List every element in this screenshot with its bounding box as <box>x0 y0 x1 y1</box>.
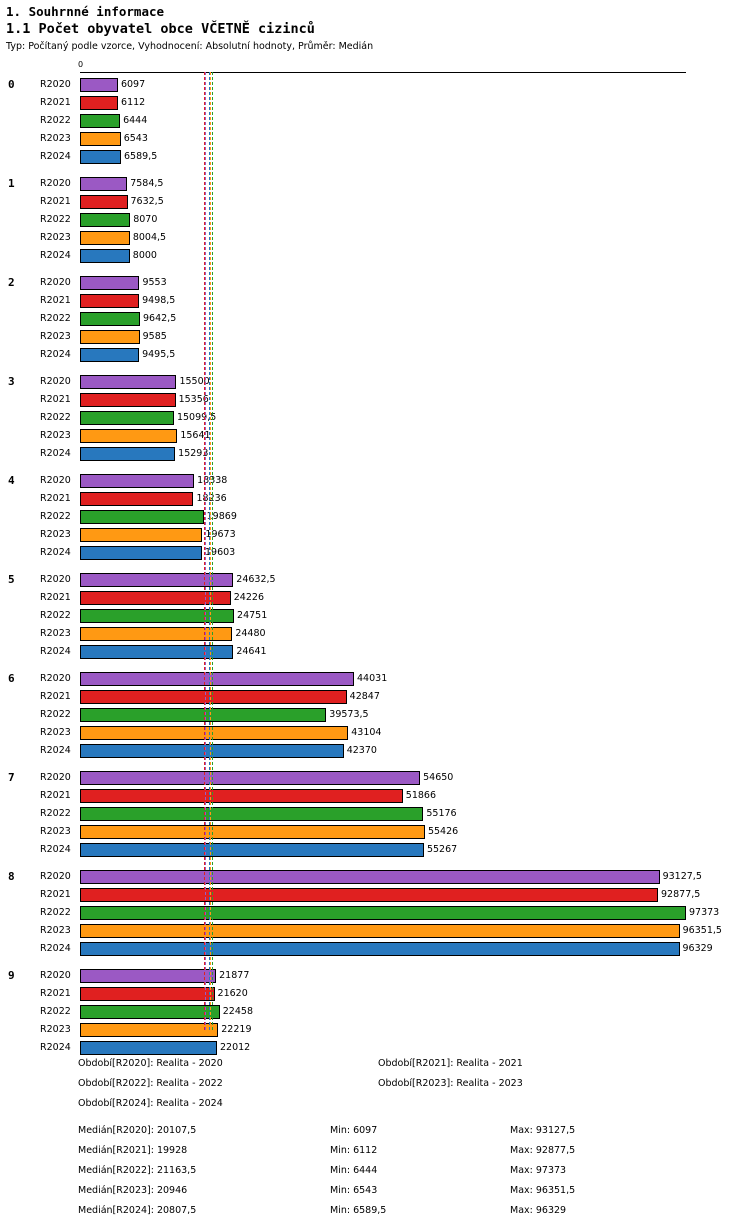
group-index-label: 6 <box>8 672 15 685</box>
series-label: R2023 <box>40 529 71 540</box>
bar <box>80 969 216 983</box>
bar-value-label: 43104 <box>351 727 382 738</box>
chart-group <box>0 76 750 166</box>
series-label: R2024 <box>40 448 71 459</box>
series-label: R2024 <box>40 250 71 261</box>
bar <box>80 528 202 542</box>
median-line <box>210 72 211 1030</box>
bar <box>80 429 177 443</box>
median-line <box>204 72 205 1030</box>
series-label: R2023 <box>40 925 71 936</box>
bar-value-label: 15099,5 <box>176 412 217 423</box>
bar-value-label: 15500 <box>179 376 210 387</box>
bar-value-label: 8070 <box>133 214 158 225</box>
chart-row <box>0 1039 750 1057</box>
bar-value-label: 15356 <box>178 394 209 405</box>
bar <box>80 276 139 290</box>
series-label: R2024 <box>40 151 71 162</box>
series-label: R2021 <box>40 97 71 108</box>
chart-group <box>0 967 750 1057</box>
stats-median: Medián[R2020]: 20107,5 <box>78 1125 197 1136</box>
bar-value-label: 42847 <box>349 691 380 702</box>
bar <box>80 924 680 938</box>
chart-row <box>0 643 750 661</box>
bar <box>80 942 680 956</box>
bar <box>80 672 354 686</box>
chart-row <box>0 526 750 544</box>
series-label: R2022 <box>40 214 71 225</box>
bar <box>80 870 660 884</box>
stats-max: Max: 96351,5 <box>510 1185 576 1196</box>
series-label: R2023 <box>40 727 71 738</box>
stats-min: Min: 6543 <box>330 1185 378 1196</box>
chart-row <box>0 445 750 463</box>
bar-value-label: 39573,5 <box>329 709 369 720</box>
bar-value-label: 9585 <box>142 331 167 342</box>
bar <box>80 1041 217 1055</box>
chart-row <box>0 409 750 427</box>
chart-row <box>0 1021 750 1039</box>
stats-max: Max: 92877,5 <box>510 1145 576 1156</box>
bar-value-label: 51866 <box>405 790 437 801</box>
stats-median: Medián[R2023]: 20946 <box>78 1185 188 1196</box>
series-label: R2023 <box>40 133 71 144</box>
series-label: R2022 <box>40 115 71 126</box>
chart-row <box>0 967 750 985</box>
bar <box>80 474 194 488</box>
legend-entry: Období[R2023]: Realita - 2023 <box>378 1078 523 1089</box>
group-index-label: 5 <box>8 573 15 586</box>
chart-row <box>0 607 750 625</box>
group-index-label: 1 <box>8 177 15 190</box>
chart-row <box>0 310 750 328</box>
bar-value-label: 22219 <box>221 1024 252 1035</box>
series-label: R2020 <box>40 772 71 783</box>
chart-row <box>0 175 750 193</box>
bar-value-label: 6543 <box>123 133 148 144</box>
bar-value-label: 19603 <box>204 547 236 558</box>
stats-median: Medián[R2021]: 19928 <box>78 1145 188 1156</box>
chart-row <box>0 94 750 112</box>
bar-value-label: 55176 <box>426 808 457 819</box>
bar-value-label: 21877 <box>219 970 250 981</box>
chart-row <box>0 112 750 130</box>
chart-group <box>0 373 750 463</box>
chart-row <box>0 427 750 445</box>
chart-row <box>0 292 750 310</box>
bar-chart <box>0 60 750 1053</box>
chart-row <box>0 688 750 706</box>
bar-value-label: 19869 <box>206 511 237 522</box>
bar <box>80 177 127 191</box>
series-label: R2022 <box>40 1006 71 1017</box>
bar-value-label: 7632,5 <box>130 196 164 207</box>
stats-median: Medián[R2024]: 20807,5 <box>78 1205 197 1216</box>
bar-value-label: 7584,5 <box>130 178 164 189</box>
series-label: R2020 <box>40 673 71 684</box>
bar-value-label: 54650 <box>423 772 454 783</box>
chart-row <box>0 229 750 247</box>
bar-value-label: 6112 <box>121 97 146 108</box>
stats-row <box>0 1145 750 1165</box>
chart-row <box>0 130 750 148</box>
chart-group <box>0 175 750 265</box>
series-label: R2022 <box>40 412 71 423</box>
bar <box>80 375 176 389</box>
group-index-label: 3 <box>8 375 15 388</box>
series-label: R2022 <box>40 907 71 918</box>
series-label: R2020 <box>40 178 71 189</box>
bar-value-label: 18236 <box>196 493 227 504</box>
bar-value-label: 15293 <box>178 448 209 459</box>
chart-row <box>0 346 750 364</box>
series-label: R2021 <box>40 196 71 207</box>
chart-row <box>0 823 750 841</box>
series-label: R2024 <box>40 349 71 360</box>
series-label: R2024 <box>40 646 71 657</box>
bar-value-label: 6444 <box>123 115 148 126</box>
chart-subtitle: Typ: Počítaný podle vzorce, Vyhodnocení: Absolutní hodnoty, Průměr: Medián <box>6 41 374 52</box>
legend-entry: Období[R2024]: Realita - 2024 <box>78 1098 223 1109</box>
chart-row <box>0 373 750 391</box>
series-label: R2021 <box>40 493 71 504</box>
bar-value-label: 6589,5 <box>124 151 158 162</box>
series-label: R2020 <box>40 79 71 90</box>
chart-row <box>0 571 750 589</box>
chart-row <box>0 274 750 292</box>
bar <box>80 690 347 704</box>
bar <box>80 312 140 326</box>
chart-group <box>0 670 750 760</box>
series-label: R2021 <box>40 889 71 900</box>
bar <box>80 492 193 506</box>
chart-row <box>0 742 750 760</box>
bar-value-label: 55426 <box>427 826 459 837</box>
chart-row <box>0 886 750 904</box>
chart-row <box>0 76 750 94</box>
chart-row <box>0 247 750 265</box>
series-label: R2024 <box>40 844 71 855</box>
chart-group <box>0 274 750 364</box>
bar-value-label: 8004,5 <box>132 232 167 243</box>
stats-row <box>0 1205 750 1225</box>
chart-row <box>0 787 750 805</box>
legend-row <box>0 1058 750 1078</box>
page-header <box>0 0 750 54</box>
bar-value-label: 24641 <box>236 646 267 657</box>
bar <box>80 987 215 1001</box>
stats-min: Min: 6589,5 <box>330 1205 387 1216</box>
bar <box>80 132 121 146</box>
stats-max: Max: 97373 <box>510 1165 567 1176</box>
group-index-label: 4 <box>8 474 15 487</box>
series-label: R2021 <box>40 988 71 999</box>
series-label: R2020 <box>40 376 71 387</box>
stats-min: Min: 6112 <box>330 1145 378 1156</box>
bar <box>80 510 204 524</box>
bar-value-label: 55267 <box>426 844 458 855</box>
bar-value-label: 93127,5 <box>662 871 702 882</box>
bar <box>80 114 120 128</box>
bar <box>80 213 130 227</box>
series-label: R2021 <box>40 691 71 702</box>
bar-value-label: 97373 <box>689 907 720 918</box>
bar-value-label: 9495,5 <box>142 349 176 360</box>
series-label: R2022 <box>40 808 71 819</box>
group-index-label: 7 <box>8 771 15 784</box>
chart-row <box>0 904 750 922</box>
bar-value-label: 22012 <box>219 1042 251 1053</box>
chart-row <box>0 841 750 859</box>
chart-group <box>0 868 750 958</box>
bar-value-label: 9642,5 <box>143 313 177 324</box>
chart-group <box>0 472 750 562</box>
series-label: R2023 <box>40 331 71 342</box>
bar <box>80 906 686 920</box>
chart-stats <box>0 1125 750 1225</box>
bar <box>80 726 348 740</box>
chart-row <box>0 706 750 724</box>
bar-value-label: 42370 <box>346 745 377 756</box>
bar-value-label: 15641 <box>180 430 211 441</box>
series-label: R2023 <box>40 628 71 639</box>
bar <box>80 843 424 857</box>
series-label: R2023 <box>40 826 71 837</box>
median-line <box>209 72 210 1030</box>
bar <box>80 1005 220 1019</box>
bar-value-label: 44031 <box>357 673 388 684</box>
group-index-label: 2 <box>8 276 15 289</box>
chart-row <box>0 940 750 958</box>
bar-value-label: 9553 <box>142 277 167 288</box>
stats-row <box>0 1125 750 1145</box>
legend-entry: Období[R2021]: Realita - 2021 <box>378 1058 523 1069</box>
bar-value-label: 24632,5 <box>236 574 276 585</box>
chart-row <box>0 625 750 643</box>
chart-row <box>0 472 750 490</box>
series-label: R2021 <box>40 592 71 603</box>
stats-max: Max: 96329 <box>510 1205 567 1216</box>
bar-value-label: 8000 <box>132 250 157 261</box>
series-label: R2020 <box>40 970 71 981</box>
series-label: R2021 <box>40 394 71 405</box>
bar <box>80 447 175 461</box>
axis-line <box>80 72 686 73</box>
chart-row <box>0 391 750 409</box>
series-label: R2021 <box>40 295 71 306</box>
bar <box>80 789 403 803</box>
bar <box>80 78 118 92</box>
bar-value-label: 24751 <box>237 610 268 621</box>
bar-value-label: 24226 <box>233 592 264 603</box>
chart-row <box>0 211 750 229</box>
stats-min: Min: 6444 <box>330 1165 378 1176</box>
chart-row <box>0 769 750 787</box>
legend-row <box>0 1098 750 1118</box>
legend-entry: Období[R2022]: Realita - 2022 <box>78 1078 223 1089</box>
group-index-label: 9 <box>8 969 15 982</box>
bar-value-label: 19673 <box>205 529 236 540</box>
legend-row <box>0 1078 750 1098</box>
bar <box>80 96 118 110</box>
bar <box>80 411 174 425</box>
median-line <box>205 72 206 1030</box>
series-label: R2022 <box>40 511 71 522</box>
bar <box>80 330 140 344</box>
stats-row <box>0 1165 750 1185</box>
chart-group <box>0 571 750 661</box>
chart-row <box>0 985 750 1003</box>
chart-row <box>0 868 750 886</box>
series-label: R2024 <box>40 547 71 558</box>
chart-group <box>0 769 750 859</box>
bar-value-label: 22458 <box>222 1006 253 1017</box>
axis-zero-label: 0 <box>78 60 84 69</box>
group-index-label: 0 <box>8 78 15 91</box>
bar-value-label: 92877,5 <box>661 889 701 900</box>
stats-max: Max: 93127,5 <box>510 1125 576 1136</box>
chart-row <box>0 1003 750 1021</box>
group-index-label: 8 <box>8 870 15 883</box>
stats-min: Min: 6097 <box>330 1125 378 1136</box>
bar <box>80 393 176 407</box>
section-title: 1. Souhrnné informace <box>6 4 165 19</box>
stats-row <box>0 1185 750 1205</box>
bar <box>80 1023 218 1037</box>
series-label: R2022 <box>40 610 71 621</box>
bar <box>80 195 128 209</box>
legend-entry: Období[R2020]: Realita - 2020 <box>78 1058 223 1069</box>
chart-row <box>0 544 750 562</box>
bar <box>80 591 231 605</box>
chart-row <box>0 490 750 508</box>
chart-row <box>0 589 750 607</box>
series-label: R2024 <box>40 1042 71 1053</box>
chart-row <box>0 670 750 688</box>
bar-value-label: 96351,5 <box>682 925 722 936</box>
bar <box>80 807 423 821</box>
chart-legend <box>0 1058 750 1118</box>
chart-row <box>0 193 750 211</box>
bar <box>80 231 130 245</box>
chart-row <box>0 508 750 526</box>
bar-value-label: 6097 <box>120 79 146 90</box>
chart-row <box>0 805 750 823</box>
series-label: R2021 <box>40 790 71 801</box>
series-label: R2020 <box>40 277 71 288</box>
series-label: R2023 <box>40 430 71 441</box>
stats-median: Medián[R2022]: 21163,5 <box>78 1165 197 1176</box>
bar <box>80 888 658 902</box>
bar <box>80 771 420 785</box>
bar-value-label: 18338 <box>197 475 228 486</box>
chart-row <box>0 922 750 940</box>
bar <box>80 294 139 308</box>
page-title: 1.1 Počet obyvatel obce VČETNĚ cizinců <box>6 21 315 37</box>
chart-row <box>0 148 750 166</box>
series-label: R2022 <box>40 709 71 720</box>
bar <box>80 150 121 164</box>
bar <box>80 546 202 560</box>
bar <box>80 825 425 839</box>
median-line <box>212 72 213 1030</box>
bar <box>80 348 139 362</box>
bar-value-label: 9498,5 <box>142 295 176 306</box>
chart-row <box>0 328 750 346</box>
chart-row <box>0 724 750 742</box>
series-label: R2024 <box>40 745 71 756</box>
bar-value-label: 21620 <box>217 988 248 999</box>
series-label: R2023 <box>40 1024 71 1035</box>
bar-value-label: 96329 <box>682 943 713 954</box>
series-label: R2020 <box>40 475 71 486</box>
series-label: R2024 <box>40 943 71 954</box>
series-label: R2022 <box>40 313 71 324</box>
bar-value-label: 24480 <box>235 628 266 639</box>
series-label: R2020 <box>40 871 71 882</box>
series-label: R2020 <box>40 574 71 585</box>
series-label: R2023 <box>40 232 71 243</box>
bar <box>80 249 130 263</box>
